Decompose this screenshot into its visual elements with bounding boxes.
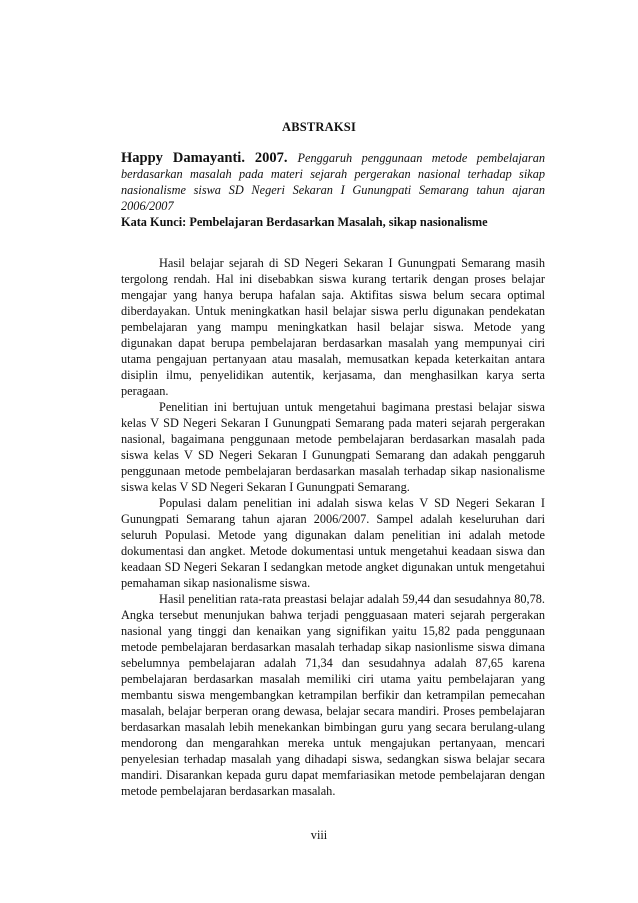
- thesis-title: Penggaruh penggunaan metode pembelajaran berdasarkan masalah pada materi sejarah pergerakan nasional terhadap sikap nasionalisme siswa SD Negeri Sekaran I Gunungpati Semarang tahun ajaran 2006/2007: [121, 151, 545, 213]
- page-number: viii: [310, 828, 328, 842]
- abstract-header: [121, 150, 545, 230]
- page-title: ABSTRAKSI: [281, 120, 357, 134]
- abstract-body: [121, 255, 545, 799]
- paragraph-4: Hasil penelitian rata-rata preastasi belajar adalah 59,44 dan sesudahnya 80,78. Angka tersebut menunjukan bahwa terjadi pengguasaan materi sejarah pergerakan nasional yang tinggi dan kenaikan yang signifikan yaitu 15,82 pada penggunaan metode pembelajaran berdasarkan masalah terhadap sikap nasionlisme siswa dimana sebelumnya pembelajaran adalah 71,34 dan sesudahnya adalah 87,65 karena pembelajaran berdasarkan masalah memiliki ciri utama yaitu pembelajaran yang membantu siswa mengembangkan ketrampilan berfikir dan ketrampilan pemecahan masalah, belajar berperan orang dewasa, belajar secara mandiri. Proses pembelajaran berdasarkan masalah lebih menekankan bimbingan guru yang secara berulang-ulang mendorong dan mengarahkan mereka untuk mengajukan pertanyaan, mencari penyelesian terhadap masalah yang dihadapi siswa, sedangkan siswa belajar secara mandiri. Disarankan kepada guru dapat memfariasikan metode pembelajaran dengan metode pembelajaran berdasarkan masalah.: [121, 592, 545, 798]
- paragraph-3: Populasi dalam penelitian ini adalah siswa kelas V SD Negeri Sekaran I Gunungpati Semarang tahun ajaran 2006/2007. Sampel adalah keseluruhan dari seluruh Populasi. Metode yang digunakan dalam penelitian ini adalah metode dokumentasi dan angket. Metode dokumentasi untuk mengetahui keadaan siswa dan keadaan SD Negeri Sekaran I sedangkan metode angket digunakan untuk mengetahui pemahaman sikap nasionalisme siswa.: [121, 496, 545, 590]
- paragraph-1: Hasil belajar sejarah di SD Negeri Sekaran I Gunungpati Semarang masih tergolong rendah. Hal ini disebabkan siswa kurang tertarik dengan proses belajar mengajar yang hanya berupa hafalan saja. Aktifitas siswa belum secara optimal diberdayakan. Untuk meningkatkan hasil belajar siswa perlu digunakan pendekatan pembelajaran yang mampu meningkatkan hasil belajar siswa. Metode yang digunakan dapat berupa pembelajaran berdasarkan masalah yang mempunyai ciri utama pengajuan pertanyaan atau masalah, memusatkan kepada keterkaitan antara disiplin ilmu, penyelidikan autentik, kerjasama, dan menghasilkan karya serta peragaan.: [121, 256, 545, 398]
- paragraph-2: Penelitian ini bertujuan untuk mengetahui bagimana prestasi belajar siswa kelas V SD Negeri Sekaran I Gunungpati Semarang pada materi sejarah pergerakan nasional, bagaimana penggunaan metode pembelajaran berdasarkan masalah pada siswa kelas V SD Negeri Sekaran I Gunungpati Semarang dan adakah penggaruh penggunaan metode pembelajaran berdasarkan masalah terhadap sikap nasionalisme siswa kelas V SD Negeri Sekaran I Gunungpati Semarang.: [121, 400, 545, 494]
- author-year: Happy Damayanti. 2007.: [121, 150, 298, 166]
- keywords: Kata Kunci: Pembelajaran Berdasarkan Masalah, sikap nasionalisme: [121, 215, 488, 229]
